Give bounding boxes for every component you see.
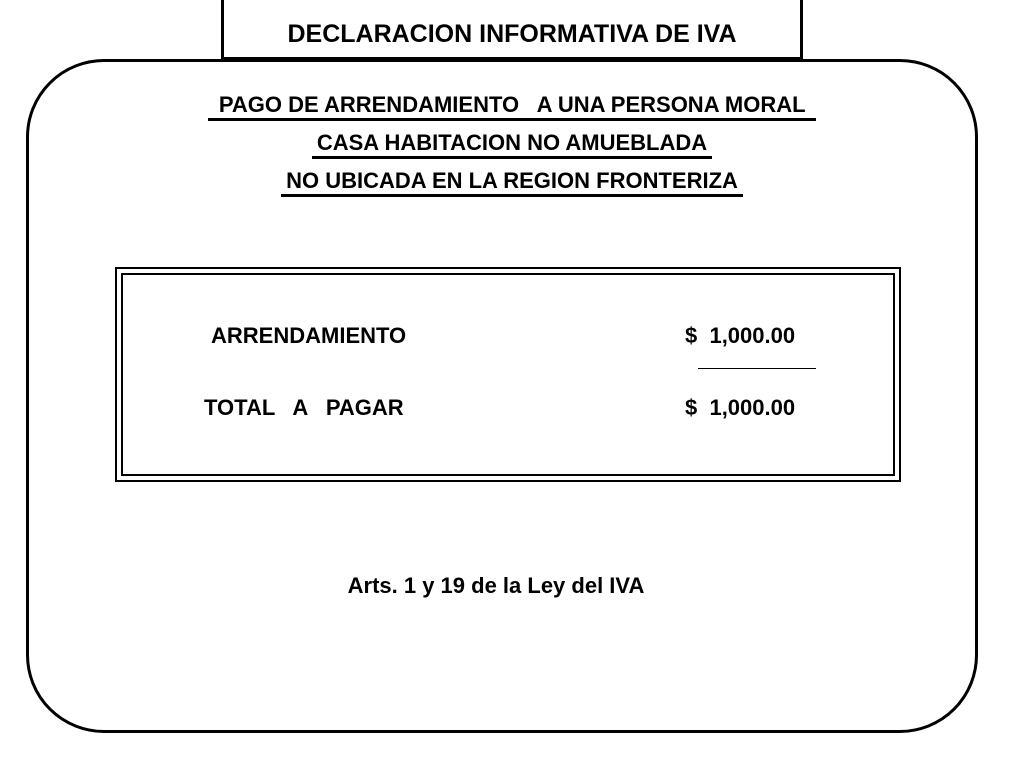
heading-line-2-text: CASA HABITACION NO AMUEBLADA	[312, 130, 712, 159]
amount-table	[115, 267, 901, 482]
page-title: DECLARACION INFORMATIVA DE IVA	[221, 0, 803, 60]
heading-line-3-text: NO UBICADA EN LA REGION FRONTERIZA	[281, 168, 743, 197]
amount-table-inner	[121, 273, 895, 476]
heading-line-1-text: PAGO DE ARRENDAMIENTO A UNA PERSONA MORAL	[208, 92, 817, 121]
total-value: $ 1,000.00	[685, 395, 796, 420]
total-label: TOTAL A PAGAR	[204, 395, 404, 420]
rent-label: ARRENDAMIENTO	[211, 323, 407, 348]
rent-value: $ 1,000.00	[685, 323, 796, 348]
heading-line-2	[0, 130, 1024, 156]
legal-reference: Arts. 1 y 19 de la Ley del IVA	[347, 573, 645, 598]
sum-rule	[698, 368, 816, 369]
heading-line-1	[0, 92, 1024, 118]
heading-line-3	[0, 168, 1024, 194]
